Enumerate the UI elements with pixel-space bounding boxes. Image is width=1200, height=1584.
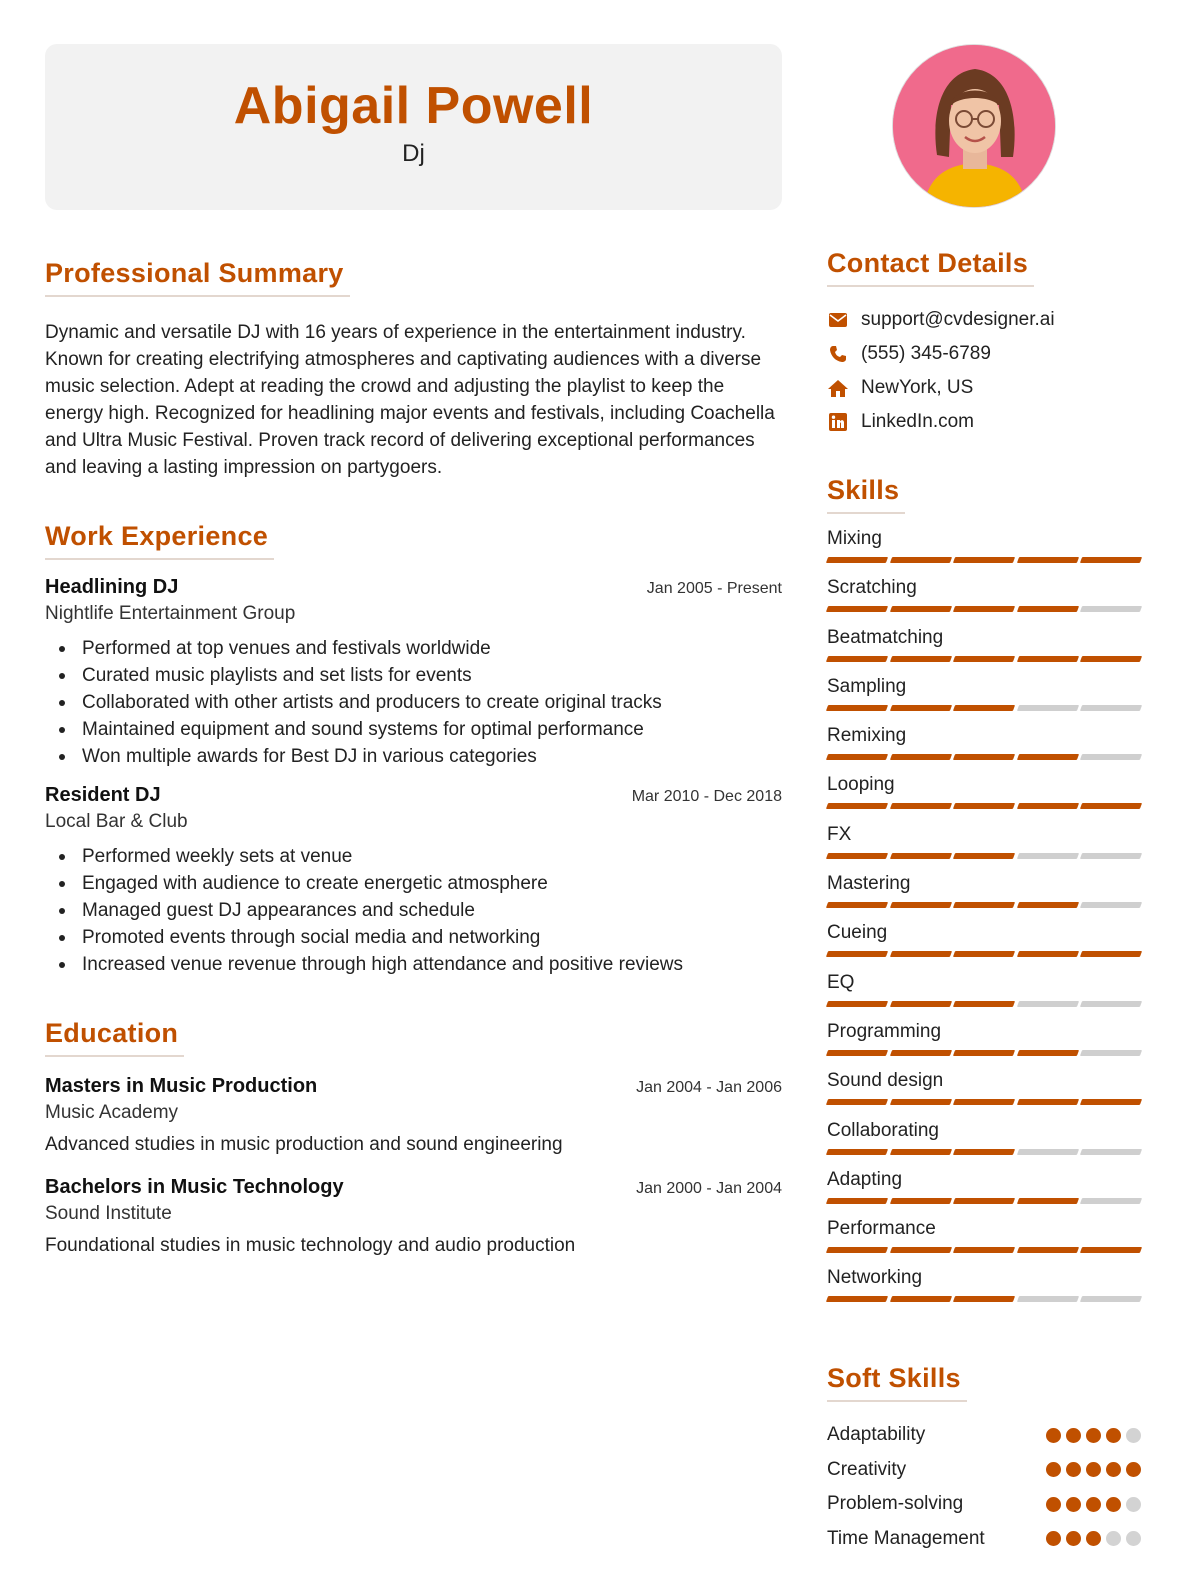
rating-dot-filled [1086,1428,1101,1443]
education-entry [45,1176,782,1257]
soft-skills-list [827,1418,1143,1556]
rating-segment-filled [826,1050,888,1056]
skill-item [827,772,1143,821]
rating-segment-filled [826,557,888,563]
rating-dot-filled [1046,1531,1061,1546]
rating-segment-empty [1017,705,1079,711]
rating-segment-filled [1017,557,1079,563]
linkedin-icon [827,411,849,433]
rating-dot-filled [1086,1497,1101,1512]
rating-segment-filled [953,951,1015,957]
portrait-illustration [893,45,1056,208]
rating-dot-filled [1086,1531,1101,1546]
soft-skill-item [827,1418,1143,1453]
skill-name: Beatmatching [827,626,944,648]
rating-segment-filled [890,656,952,662]
rating-segment-filled [953,1149,1015,1155]
bullet-item: Performed at top venues and festivals worldwide [45,635,782,662]
contact-location-text: NewYork, US [861,377,974,398]
rating-dot-empty [1126,1497,1141,1512]
rating-segment-empty [1080,1050,1142,1056]
skill-item [827,1216,1143,1265]
skill-rating-bar [827,1198,1141,1204]
rating-dot-filled [1106,1497,1121,1512]
job-dates: Mar 2010 - Dec 2018 [631,788,782,805]
section-heading: Work Experience [45,521,274,560]
bullet-item: Curated music playlists and set lists for events [45,662,782,689]
job-entry [45,576,782,770]
education-description: Advanced studies in music production and sound engineering [45,1134,563,1155]
rating-segment-filled [1017,1198,1079,1204]
soft-skill-item [827,1521,1143,1556]
rating-dot-filled [1086,1462,1101,1477]
rating-dot-filled [1066,1428,1081,1443]
job-list [45,576,782,978]
rating-dot-filled [1046,1462,1061,1477]
rating-dot-filled [1106,1428,1121,1443]
skill-rating-bar [827,1247,1141,1253]
contact-linkedin-text: LinkedIn.com [861,411,975,432]
contact-email-text: support@cvdesigner.ai [861,309,1055,330]
rating-segment-filled [953,606,1015,612]
skill-item [827,1019,1143,1068]
bullet-item: Engaged with audience to create energetic atmosphere [45,870,782,897]
rating-segment-empty [1080,1198,1142,1204]
skill-item [827,871,1143,920]
candidate-name: Abigail Powell [233,77,594,136]
header-card [45,44,782,210]
rating-dot-filled [1066,1531,1081,1546]
soft-skills-section [827,1363,1143,1556]
skill-item [827,1265,1143,1314]
skill-name: FX [827,823,852,845]
rating-segment-filled [826,754,888,760]
skills-list [827,526,1143,1315]
soft-skill-item [827,1452,1143,1487]
rating-dot-filled [1046,1497,1061,1512]
main-column [45,44,782,1257]
section-heading: Soft Skills [827,1363,967,1402]
rating-segment-empty [1017,1149,1079,1155]
soft-skill-rating [1046,1428,1141,1443]
rating-segment-filled [890,1198,952,1204]
rating-segment-filled [1017,1050,1079,1056]
rating-segment-filled [890,754,952,760]
education-entry [45,1075,782,1156]
rating-segment-empty [1017,1001,1079,1007]
rating-segment-filled [1017,1247,1079,1253]
rating-segment-filled [890,902,952,908]
rating-segment-empty [1017,1296,1079,1302]
skill-item [827,1068,1143,1117]
section-heading: Skills [827,475,905,514]
skill-item [827,526,1143,575]
rating-segment-filled [890,853,952,859]
soft-skill-rating [1046,1497,1141,1512]
skill-rating-bar [827,1099,1141,1105]
rating-segment-filled [890,705,952,711]
skill-name: Performance [827,1218,936,1240]
bullet-item: Maintained equipment and sound systems for optimal performance [45,716,782,743]
rating-segment-empty [1080,754,1142,760]
rating-segment-filled [890,1149,952,1155]
rating-segment-filled [826,1296,888,1302]
skill-rating-bar [827,705,1141,711]
skill-rating-bar [827,656,1141,662]
skill-rating-bar [827,557,1141,563]
rating-segment-filled [826,1247,888,1253]
rating-segment-filled [890,1296,952,1302]
section-heading: Professional Summary [45,258,350,297]
rating-dot-empty [1126,1531,1141,1546]
rating-dot-empty [1126,1428,1141,1443]
rating-segment-filled [1017,902,1079,908]
rating-segment-filled [1017,803,1079,809]
rating-segment-filled [1017,951,1079,957]
skill-name: Looping [827,774,895,796]
skill-name: EQ [827,971,855,993]
soft-skill-name: Problem-solving [827,1493,964,1514]
bullet-item: Managed guest DJ appearances and schedule [45,897,782,924]
skill-rating-bar [827,803,1141,809]
rating-segment-filled [826,902,888,908]
rating-segment-filled [826,951,888,957]
bullet-item: Won multiple awards for Best DJ in various categories [45,743,782,770]
skill-item [827,970,1143,1019]
contact-phone[interactable] [827,337,1143,371]
skill-name: Collaborating [827,1119,939,1141]
skill-name: Scratching [827,577,917,599]
skill-item [827,920,1143,969]
rating-segment-filled [1080,656,1142,662]
bullet-item: Increased venue revenue through high attendance and positive reviews [45,951,782,978]
contact-phone-text: (555) 345-6789 [861,343,991,364]
rating-segment-filled [1017,754,1079,760]
rating-dot-filled [1106,1462,1121,1477]
job-dates: Jan 2005 - Present [646,580,782,597]
education-list [45,1075,782,1257]
skill-rating-bar [827,1296,1141,1302]
rating-segment-empty [1080,705,1142,711]
rating-segment-empty [1017,853,1079,859]
skill-rating-bar [827,1001,1141,1007]
rating-segment-filled [1080,1247,1142,1253]
rating-segment-filled [826,705,888,711]
rating-segment-filled [953,656,1015,662]
soft-skill-rating [1046,1531,1141,1546]
soft-skill-rating [1046,1462,1141,1477]
contact-email[interactable] [827,303,1143,337]
skill-name: Cueing [827,922,888,944]
rating-segment-filled [1080,803,1142,809]
rating-segment-filled [953,754,1015,760]
rating-segment-filled [953,803,1015,809]
rating-segment-filled [1080,1099,1142,1105]
contact-location [827,371,1143,405]
contact-linkedin[interactable] [827,405,1143,439]
skill-rating-bar [827,853,1141,859]
rating-dot-filled [1066,1462,1081,1477]
phone-icon [827,343,849,365]
rating-segment-filled [1017,606,1079,612]
rating-segment-filled [826,853,888,859]
skill-item [827,625,1143,674]
rating-segment-filled [890,1099,952,1105]
education-header [45,1176,782,1199]
rating-segment-empty [1080,853,1142,859]
rating-segment-empty [1080,1296,1142,1302]
job-header [45,784,782,807]
bullet-item: Performed weekly sets at venue [45,843,782,870]
skill-name: Adapting [827,1168,903,1190]
skill-item [827,575,1143,624]
rating-segment-filled [953,1050,1015,1056]
skill-name: Mastering [827,873,911,895]
skill-item [827,674,1143,723]
skill-rating-bar [827,951,1141,957]
education-section [45,1018,782,1257]
job-company: Nightlife Entertainment Group [45,603,296,624]
job-entry [45,784,782,978]
summary-text: Dynamic and versatile DJ with 16 years of experience in the entertainment industry. Known for creating electrifying atmospheres and captivating audiences with a diverse music selection. Adept at reading the crowd and adjusting the playlist to keep the energy high. Recognized for headlining major events and festivals, including Coachella and Ultra Music Festival. Proven track record of delivering exceptional performances and leaving a lasting impression on partygoers. [45,322,775,478]
education-header [45,1075,782,1098]
skill-rating-bar [827,1149,1141,1155]
school-name: Music Academy [45,1102,179,1123]
rating-segment-filled [953,902,1015,908]
skill-item [827,822,1143,871]
skill-name: Remixing [827,725,907,747]
rating-segment-filled [953,557,1015,563]
rating-dot-empty [1106,1531,1121,1546]
rating-segment-empty [1080,1001,1142,1007]
candidate-title: Dj [402,139,425,167]
profile-photo [892,44,1056,208]
job-bullets [45,843,782,978]
school-name: Sound Institute [45,1203,172,1224]
summary-section [45,258,782,481]
rating-segment-empty [1080,1149,1142,1155]
rating-segment-filled [1080,557,1142,563]
skill-rating-bar [827,606,1141,612]
rating-segment-filled [890,1001,952,1007]
rating-segment-filled [1017,656,1079,662]
rating-dot-filled [1126,1462,1141,1477]
skill-name: Sound design [827,1070,944,1092]
rating-segment-filled [890,951,952,957]
contact-list [827,303,1143,439]
rating-dot-filled [1066,1497,1081,1512]
soft-skill-name: Time Management [827,1527,985,1549]
rating-segment-filled [826,606,888,612]
skill-item [827,1167,1143,1216]
rating-segment-empty [1080,902,1142,908]
home-icon [827,377,849,399]
rating-segment-filled [890,557,952,563]
rating-segment-filled [826,1149,888,1155]
rating-segment-filled [1017,1099,1079,1105]
skill-rating-bar [827,754,1141,760]
bullet-item: Promoted events through social media and networking [45,924,782,951]
rating-segment-filled [953,853,1015,859]
skill-name: Mixing [827,528,882,549]
rating-segment-filled [953,1296,1015,1302]
skill-rating-bar [827,1050,1141,1056]
job-header [45,576,782,599]
degree-title: Masters in Music Production [45,1075,318,1097]
job-title: Resident DJ [45,784,161,806]
education-dates: Jan 2000 - Jan 2004 [636,1180,782,1197]
rating-segment-filled [890,1050,952,1056]
bullet-item: Collaborated with other artists and producers to create original tracks [45,689,782,716]
job-bullets [45,635,782,770]
section-heading: Education [45,1018,184,1057]
rating-segment-filled [890,606,952,612]
soft-skill-name: Adaptability [827,1424,926,1445]
rating-segment-filled [826,803,888,809]
rating-segment-filled [953,1001,1015,1007]
rating-segment-empty [1080,606,1142,612]
soft-skill-item [827,1487,1143,1522]
degree-title: Bachelors in Music Technology [45,1176,344,1198]
rating-segment-filled [826,1001,888,1007]
rating-segment-filled [953,1099,1015,1105]
side-column [827,44,1143,1556]
skill-name: Sampling [827,675,907,697]
rating-segment-filled [953,1247,1015,1253]
rating-dot-filled [1046,1428,1061,1443]
rating-segment-filled [953,705,1015,711]
rating-segment-filled [890,803,952,809]
work-section [45,521,782,978]
skill-item [827,723,1143,772]
email-icon [827,309,849,331]
job-title: Headlining DJ [45,576,179,598]
section-heading: Contact Details [827,248,1034,287]
skills-section [827,475,1143,1315]
rating-segment-filled [826,1099,888,1105]
skill-item [827,1118,1143,1167]
rating-segment-filled [953,1198,1015,1204]
rating-segment-filled [890,1247,952,1253]
skill-name: Programming [827,1020,942,1042]
rating-segment-filled [826,656,888,662]
job-company: Local Bar & Club [45,811,188,832]
education-description: Foundational studies in music technology and audio production [45,1235,576,1256]
rating-segment-filled [826,1198,888,1204]
soft-skill-name: Creativity [827,1458,907,1480]
education-dates: Jan 2004 - Jan 2006 [636,1079,782,1096]
contact-section [827,248,1143,439]
skill-name: Networking [827,1267,923,1289]
rating-segment-filled [1080,951,1142,957]
skill-rating-bar [827,902,1141,908]
